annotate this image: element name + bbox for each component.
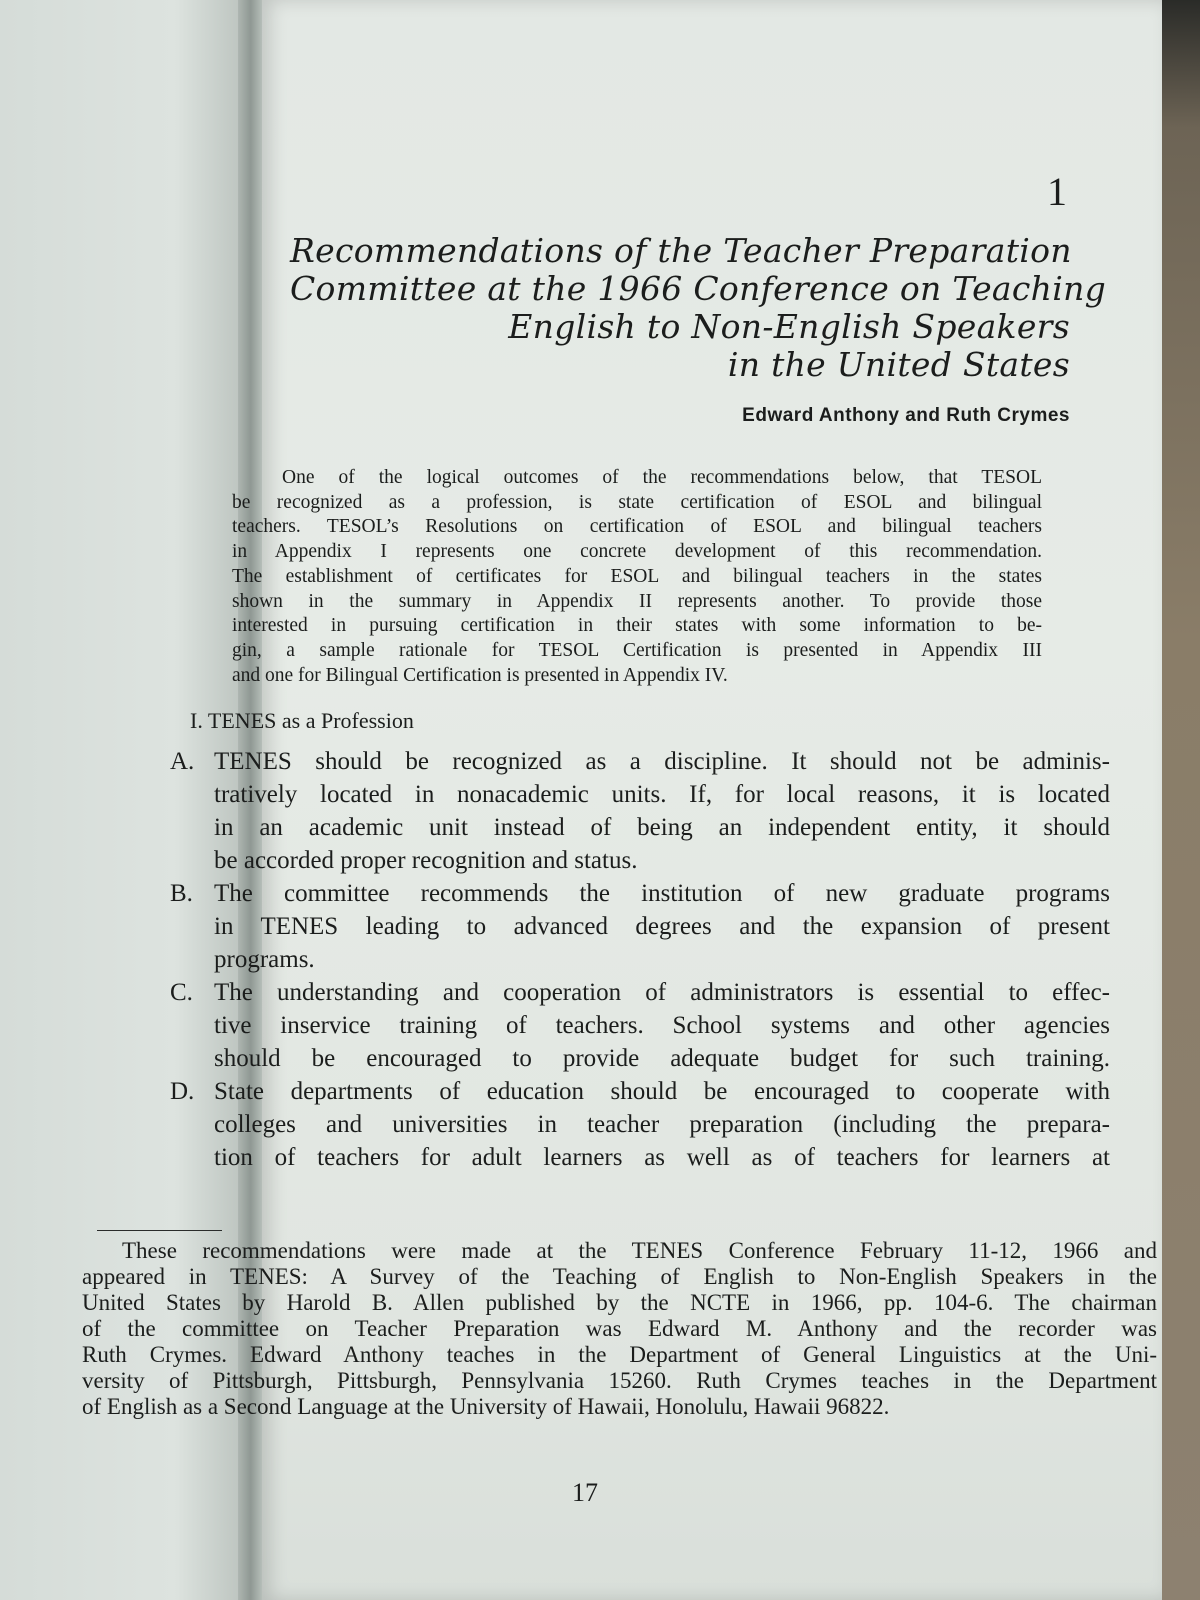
footnote-line: versity of Pittsburgh, Pittsburgh, Pennsylvania 15260. Ruth Crymes teaches in the Department	[82, 1368, 1157, 1393]
item-line: in TENES leading to advanced degrees and the expansion of present	[214, 913, 1110, 940]
item-line: colleges and universities in teacher preparation (including the prepara-	[214, 1111, 1110, 1138]
footnote-divider	[97, 1230, 222, 1231]
title-line: Committee at the 1966 Conference on Teaching	[290, 269, 1107, 308]
intro-paragraph	[232, 466, 1042, 688]
page-content	[82, 0, 1162, 1600]
page-number: 17	[572, 1478, 598, 1507]
footnote-line: These recommendations were made at the TENES Conference February 11-12, 1966 and	[122, 1238, 1157, 1263]
item-line: tion of teachers for adult learners as well as of teachers for learners at	[214, 1144, 1110, 1171]
item-line: TENES should be recognized as a discipline. It should not be adminis-	[214, 748, 1110, 775]
item-line: in an academic unit instead of being an independent entity, it should	[214, 814, 1110, 841]
section-heading: I. TENES as a Profession	[190, 708, 414, 733]
intro-line: be recognized as a profession, is state certification of ESOL and bilingual	[232, 491, 1042, 513]
footnote-line: United States by Harold B. Allen published by the NCTE in 1966, pp. 104-6. The chairman	[82, 1290, 1157, 1315]
title-line: English to Non-English Speakers	[508, 307, 1070, 346]
item-line: The committee recommends the institution of new graduate programs	[214, 880, 1110, 907]
chapter-title	[290, 231, 1107, 384]
item-line: The understanding and cooperation of administrators is essential to effec-	[214, 979, 1110, 1006]
item-line: tratively located in nonacademic units. If, for local reasons, it is located	[214, 781, 1110, 808]
intro-line: gin, a sample rationale for TESOL Certification is presented in Appendix III	[232, 639, 1042, 661]
footnote-line: of English as a Second Language at the University of Hawaii, Honolulu, Hawaii 96822.	[82, 1394, 890, 1419]
item-line: be accorded proper recognition and status.	[214, 847, 638, 874]
book-page	[82, 0, 1162, 1600]
intro-line: teachers. TESOL’s Resolutions on certification of ESOL and bilingual teachers	[232, 516, 1042, 538]
intro-line: shown in the summary in Appendix II represents another. To provide those	[232, 590, 1042, 612]
intro-line: One of the logical outcomes of the recommendations below, that TESOL	[282, 467, 1042, 488]
item-line: should be encouraged to provide adequate budget for such training.	[214, 1045, 1110, 1072]
item-label: C.	[170, 979, 193, 1006]
title-line: in the United States	[727, 345, 1070, 384]
recommendation-list	[170, 745, 1110, 1174]
chapter-number: 1	[1047, 169, 1067, 214]
recommendation-item-b	[170, 877, 1110, 976]
footnote-line: Ruth Crymes. Edward Anthony teaches in the Department of General Linguistics at the Uni-	[82, 1342, 1157, 1367]
recommendation-item-d	[170, 1075, 1110, 1174]
intro-line: in Appendix I represents one concrete development of this recommendation.	[232, 541, 1042, 563]
item-label: D.	[170, 1078, 195, 1105]
item-line: State departments of education should be encouraged to cooperate with	[214, 1078, 1110, 1105]
item-line: tive inservice training of teachers. School systems and other agencies	[214, 1012, 1110, 1039]
authors-byline: Edward Anthony and Ruth Crymes	[742, 405, 1070, 426]
item-label: B.	[170, 880, 193, 907]
footnote-line: appeared in TENES: A Survey of the Teaching of English to Non-English Speakers in the	[82, 1264, 1157, 1289]
recommendation-item-a	[170, 745, 1110, 877]
recommendation-item-c	[170, 976, 1110, 1075]
intro-line: The establishment of certificates for ESOL and bilingual teachers in the states	[232, 565, 1042, 587]
item-label: A.	[170, 748, 195, 775]
intro-line: interested in pursuing certification in their states with some information to be-	[232, 615, 1042, 637]
intro-line: and one for Bilingual Certification is presented in Appendix IV.	[232, 664, 728, 686]
footnote	[82, 1238, 1157, 1420]
footnote-line: of the committee on Teacher Preparation was Edward M. Anthony and the recorder was	[82, 1316, 1157, 1341]
item-line: programs.	[214, 946, 315, 973]
title-line: Recommendations of the Teacher Preparation	[290, 231, 1072, 270]
